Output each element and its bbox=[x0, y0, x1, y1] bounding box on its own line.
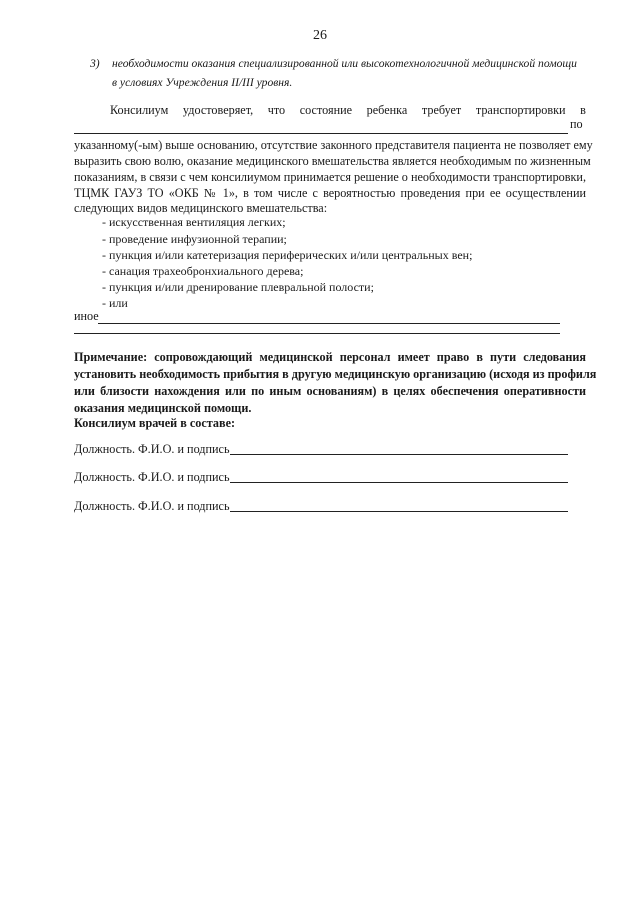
intervention-item: - искусственная вентиляция легких; bbox=[102, 215, 286, 229]
word: требует bbox=[421, 103, 462, 117]
intervention-item: - санация трахеобронхиального дерева; bbox=[102, 264, 304, 278]
other-label: иное bbox=[74, 309, 99, 323]
word: Консилиум bbox=[110, 103, 169, 117]
consilium-line-6: ТЦМК ГАУЗ ТО «ОКБ № 1», в том числе с вероятностью проведения при ее осуществлении bbox=[74, 186, 586, 200]
signature-line[interactable] bbox=[230, 511, 568, 512]
signature-label: Должность. Ф.И.О. и подпись bbox=[74, 470, 230, 484]
consilium-line-7: следующих видов медицинского вмешательства: bbox=[74, 201, 328, 215]
intervention-item: - пункция и/или катетеризация периферических и/или центральных вен; bbox=[102, 248, 473, 262]
note-line-4: оказания медицинской помощи. bbox=[74, 401, 252, 415]
signature-label: Должность. Ф.И.О. и подпись bbox=[74, 499, 230, 513]
consilium-line-4: выразить свою волю, оказание медицинского вмешательства является необходимым по жизненным bbox=[74, 154, 591, 168]
word: что bbox=[267, 103, 286, 117]
word: удостоверяет, bbox=[182, 103, 254, 117]
blank-line-destination[interactable] bbox=[74, 133, 568, 134]
consilium-line-5: показаниям, в связи с чем консилиумом принимается решение о необходимости транспортировки, bbox=[74, 170, 586, 184]
composition-title: Консилиум врачей в составе: bbox=[74, 416, 236, 430]
word: в bbox=[580, 103, 586, 117]
intervention-item: - пункция и/или дренирование плевральной полости; bbox=[102, 280, 374, 294]
signature-label: Должность. Ф.И.О. и подпись bbox=[74, 442, 230, 456]
item-3-line-1: необходимости оказания специализированной или высокотехнологичной медицинской помощи bbox=[112, 57, 577, 70]
signature-line[interactable] bbox=[230, 482, 568, 483]
consilium-line-1 bbox=[110, 103, 586, 118]
item-3-number: 3) bbox=[90, 57, 100, 70]
note-line-1: Примечание: сопровождающий медицинской персонал имеет право в пути следования bbox=[74, 350, 586, 364]
intervention-item: - или bbox=[102, 296, 128, 310]
intervention-item: - проведение инфузионной терапии; bbox=[102, 232, 287, 246]
consilium-line-2-end: по bbox=[570, 117, 583, 131]
signature-line[interactable] bbox=[230, 454, 568, 455]
consilium-line-3: указанному(-ым) выше основанию, отсутствие законного представителя пациента не позволяет ему bbox=[74, 138, 593, 152]
word: ребенка bbox=[366, 103, 408, 117]
word: состояние bbox=[299, 103, 353, 117]
note-line-2: установить необходимость прибытия в другую медицинскую организацию (исходя из профиля bbox=[74, 367, 597, 381]
blank-line-other-2[interactable] bbox=[74, 333, 560, 334]
page-number: 26 bbox=[313, 28, 327, 43]
item-3-line-2: в условиях Учреждения II/III уровня. bbox=[112, 76, 293, 89]
blank-line-other[interactable] bbox=[98, 323, 560, 324]
note-line-3: или близости нахождения или по иным основаниям) в целях обеспечения оперативности bbox=[74, 384, 586, 398]
word: транспортировки bbox=[475, 103, 566, 117]
